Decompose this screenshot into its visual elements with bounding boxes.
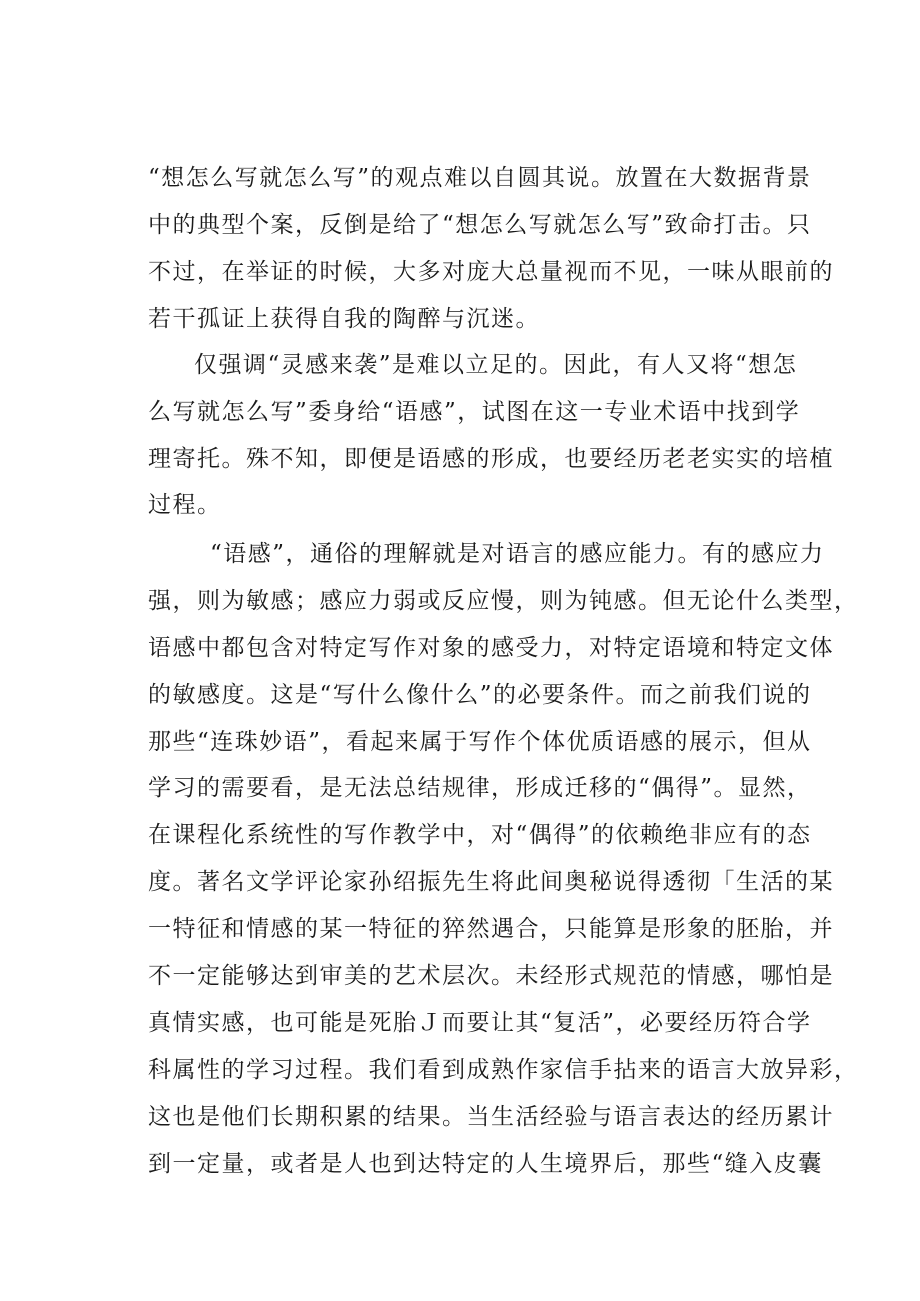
text-line: 么写就怎么写”委身给“语感”，试图在这一专业术语中找到学 [148,399,801,425]
text-line: 不过，在举证的时候，大多对庞大总量视而不见，一味从眼前的 [148,259,834,285]
text-line: 学习的需要看，是无法总结规律，形成迁移的“偶得”。显然， [148,775,812,801]
text-line: 度。著名文学评论家孙绍振先生将此间奥秘说得透彻「生活的某 [148,869,834,895]
text-line: 语感中都包含对特定写作对象的感受力，对特定语境和特定文体 [148,635,834,661]
text-line: “想怎么写就怎么写”的观点难以自圆其说。放置在大数据背景 [148,165,812,191]
text-line: 到一定量，或者是人也到达特定的人生境界后，那些“缝入皮囊 [148,1151,823,1177]
text-line: 一特征和情感的某一特征的猝然遇合，只能算是形象的胚胎，并 [148,916,834,942]
text-line: 的敏感度。这是“写什么像什么”的必要条件。而之前我们说的 [148,682,812,708]
text-line: 理寄托。殊不知，即便是语感的形成，也要经历老老实实的培植 [148,446,834,472]
text-line: 这也是他们长期积累的结果。当生活经验与语言表达的经历累计 [148,1104,834,1130]
text-line: 不一定能够达到审美的艺术层次。未经形式规范的情感，哪怕是 [148,963,834,989]
text-line: 中的典型个案，反倒是给了“想怎么写就怎么写”致命打击。只 [148,212,812,238]
text-line: “语感”，通俗的理解就是对语言的感应能力。有的感应力 [210,541,825,567]
text-line: 过程。 [148,492,222,518]
text-line: 那些“连珠妙语”，看起来属于写作个体优质语感的展示，但从 [148,729,812,755]
text-line: 科属性的学习过程。我们看到成熟作家信手拈来的语言大放异彩， [148,1057,859,1083]
text-line: 仅强调“灵感来袭”是难以立足的。因此，有人又将“想怎 [194,352,798,378]
text-line: 真情实感，也可能是死胎Ｊ而要让其“复活”，必要经历符合学 [148,1010,812,1036]
text-line: 在课程化系统性的写作教学中，对“偶得”的依赖绝非应有的态 [148,822,812,848]
text-line: 若干孤证上获得自我的陶醉与沉迷。 [148,306,540,332]
text-line: 强，则为敏感；感应力弱或反应慢，则为钝感。但无论什么类型， [148,588,859,614]
